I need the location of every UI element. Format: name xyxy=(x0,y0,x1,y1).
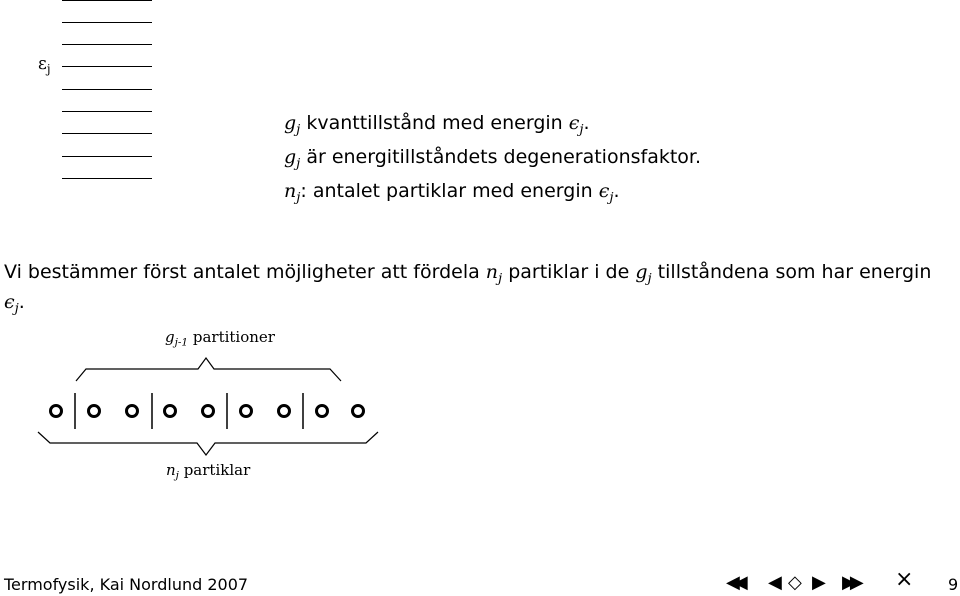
math-symbol: g xyxy=(635,261,648,283)
paragraph-text: Vi bestämmer först antalet möjligheter att fördela xyxy=(4,261,486,283)
footer-author: Termofysik, Kai Nordlund 2007 xyxy=(4,575,249,594)
subscript: j xyxy=(647,271,652,287)
subscript: j xyxy=(296,122,301,138)
nav-home-button[interactable]: ◇ xyxy=(788,572,802,593)
punctuation: . xyxy=(583,112,590,134)
paragraph-text: tillståndena som har energin xyxy=(651,261,932,283)
math-symbol: n xyxy=(485,261,499,283)
math-symbol: ϵ xyxy=(598,180,610,202)
math-symbol: g xyxy=(284,146,297,168)
subscript: j xyxy=(296,156,301,172)
particle-circle xyxy=(165,406,176,417)
subscript: j-1 xyxy=(174,336,189,349)
subscript: j xyxy=(296,190,301,206)
paragraph-text: partiklar i de xyxy=(502,261,636,283)
math-symbol: ϵ xyxy=(4,291,15,313)
label-text: partitioner xyxy=(188,328,275,346)
definition-text: kvanttillstånd med energin xyxy=(300,112,569,134)
subscript: j xyxy=(46,62,51,77)
particle-circle xyxy=(89,406,100,417)
punctuation: . xyxy=(613,180,620,202)
punctuation: . xyxy=(18,291,25,313)
math-symbol: g xyxy=(165,328,175,346)
math-symbol: ϵ xyxy=(568,112,580,134)
subscript: j xyxy=(498,271,503,287)
particle-circle xyxy=(203,406,214,417)
nav-prev-button[interactable]: ◀ xyxy=(768,572,782,593)
page-number: 9 xyxy=(948,575,959,594)
subscript: j xyxy=(609,190,614,206)
bottom-brace xyxy=(38,432,378,455)
math-symbol: n xyxy=(284,180,297,202)
particle-circle xyxy=(241,406,252,417)
particle-circle xyxy=(51,406,62,417)
epsilon-symbol: ε xyxy=(38,54,47,74)
nav-last-button[interactable]: ▶▶ xyxy=(842,572,858,593)
math-symbol: n xyxy=(166,461,176,479)
top-brace xyxy=(76,358,341,381)
subscript: j xyxy=(14,301,19,317)
math-symbol: g xyxy=(284,112,297,134)
label-text: partiklar xyxy=(178,461,251,479)
nav-first-button[interactable]: ◀◀ xyxy=(726,572,742,593)
definition-text: är energitillståndets degenerationsfaktor. xyxy=(300,146,702,168)
particle-circle xyxy=(127,406,138,417)
particle-circle xyxy=(353,406,364,417)
subscript: j xyxy=(175,469,179,482)
particle-circle xyxy=(317,406,328,417)
particle-circle xyxy=(279,406,290,417)
close-button[interactable]: × xyxy=(895,567,914,592)
subscript: j xyxy=(579,122,584,138)
nav-next-button[interactable]: ▶ xyxy=(812,572,826,593)
definition-text: : antalet partiklar med energin xyxy=(300,180,599,202)
